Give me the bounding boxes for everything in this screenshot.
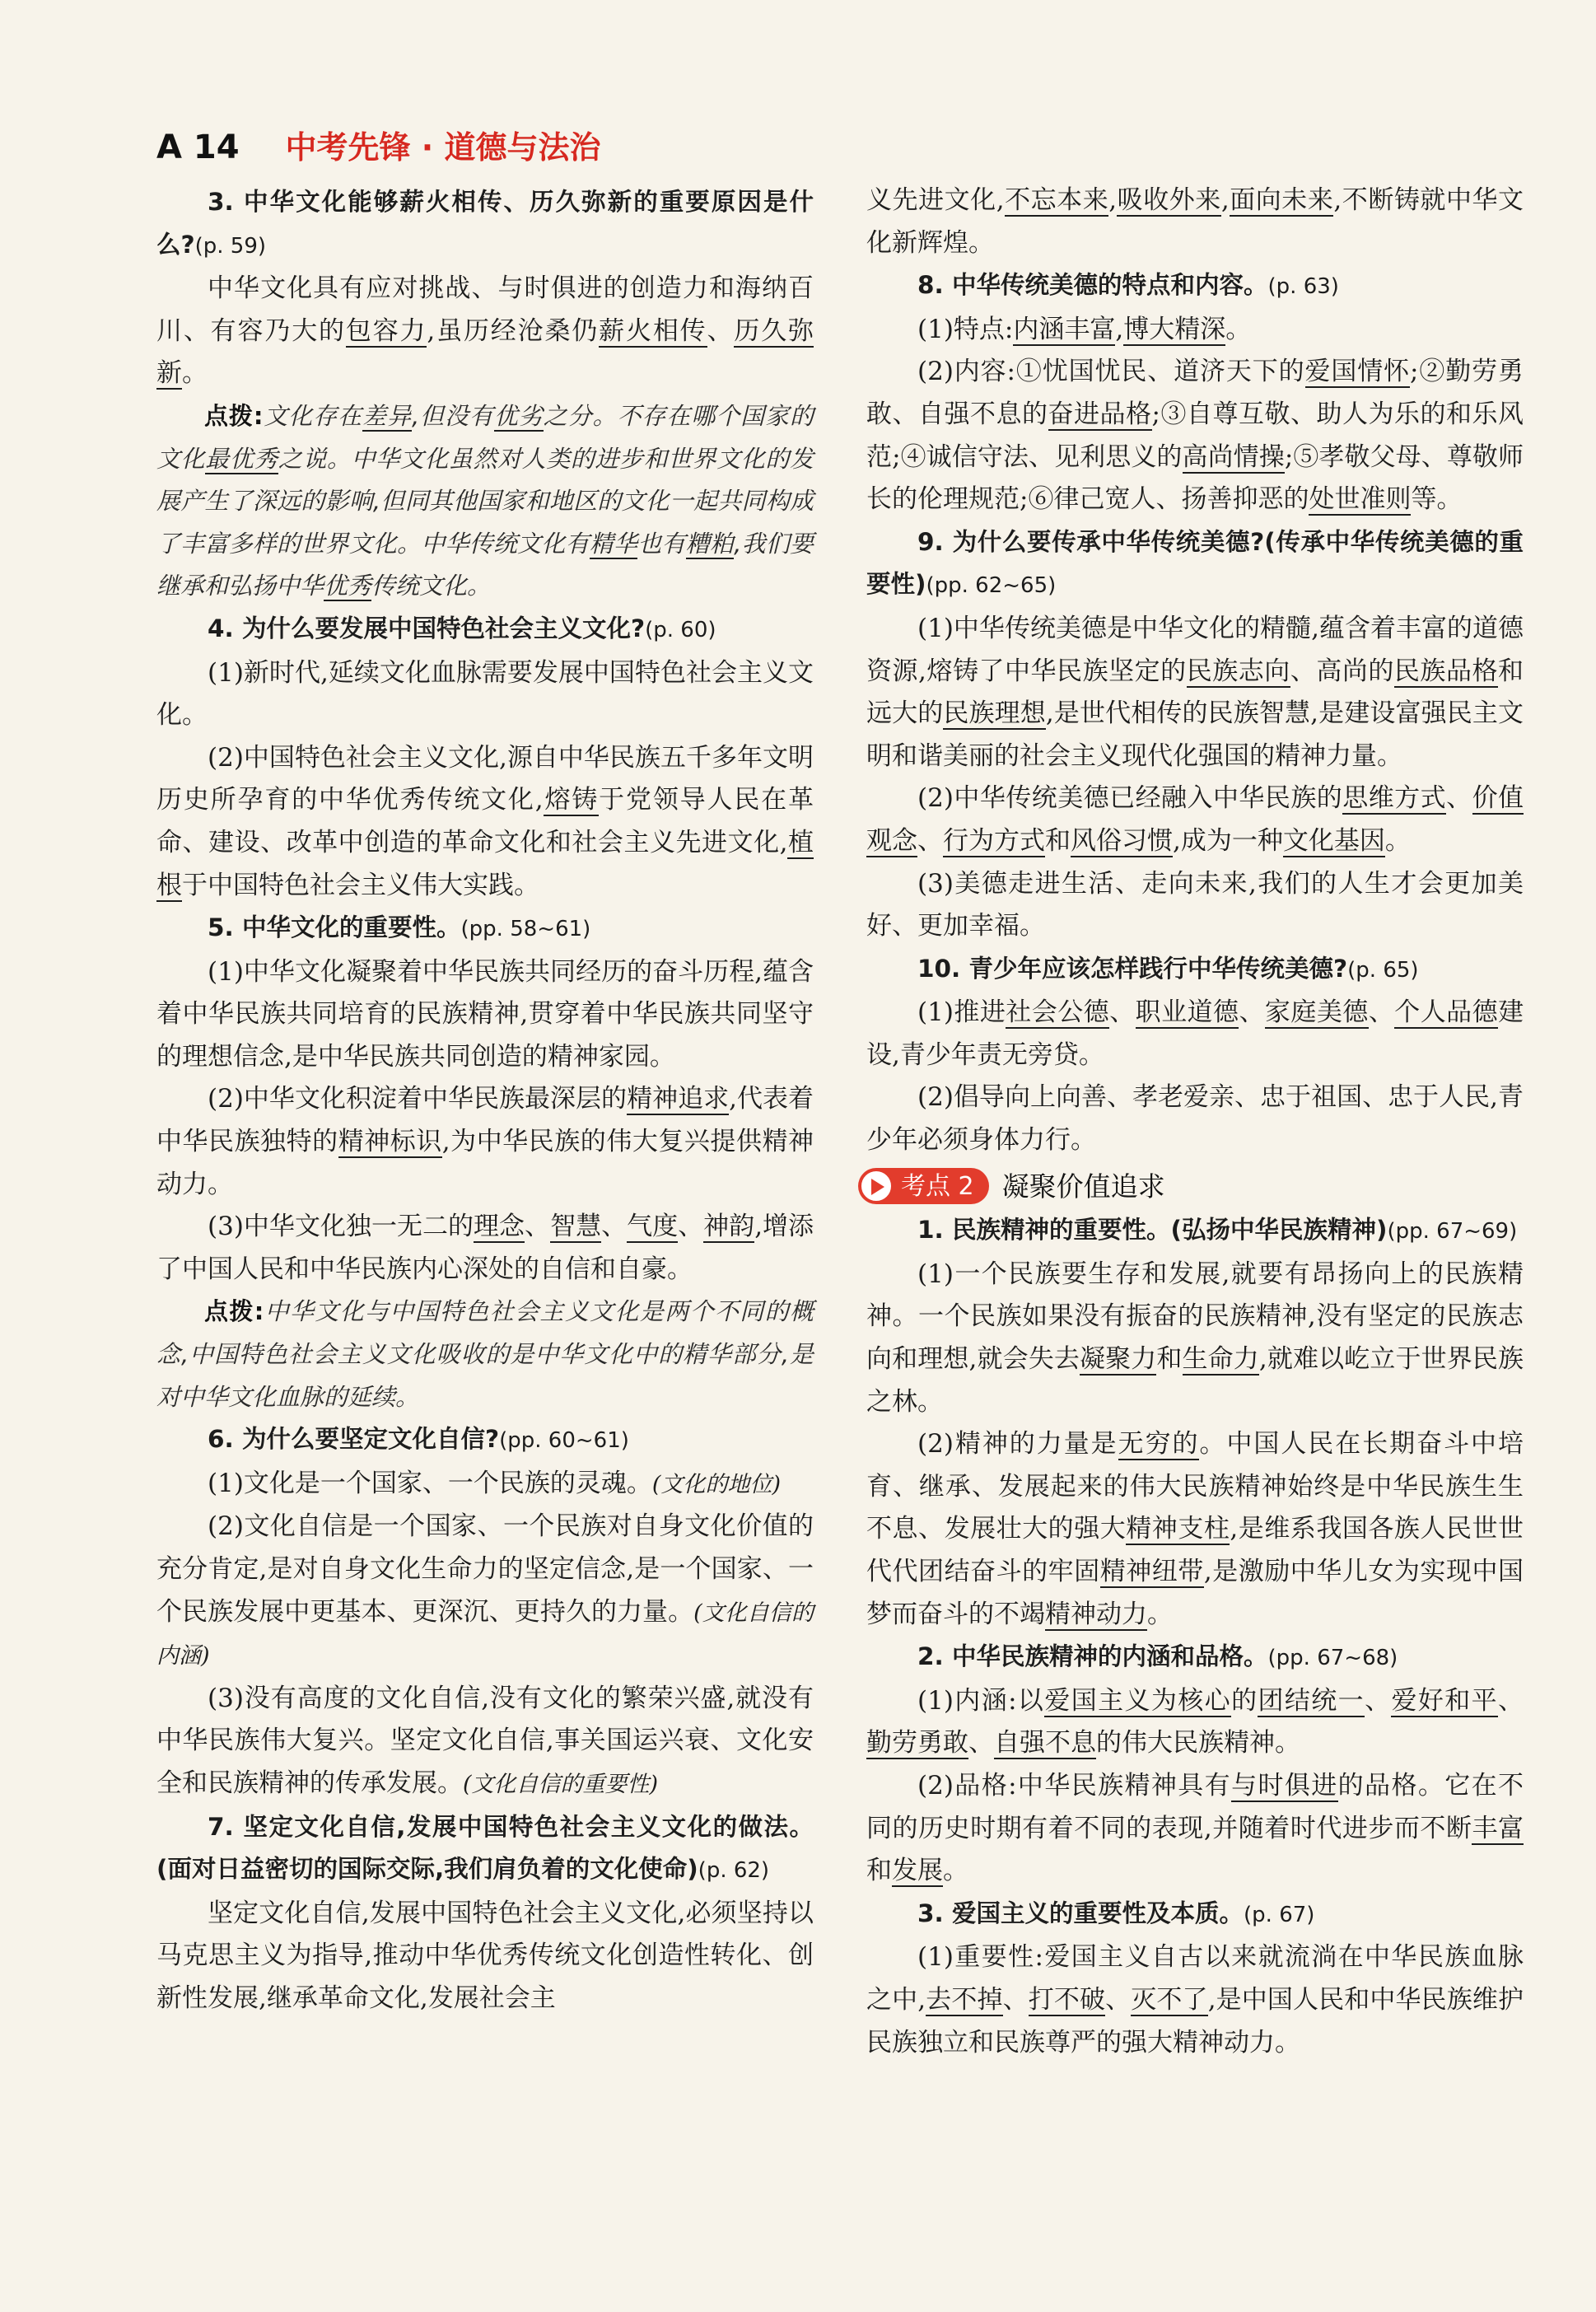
answer-paragraph: (2)精神的力量是无穷的。中国人民在长期奋斗中培育、继承、发展起来的伟大民族精神始终是中华民族生生不息、发展壮大的强大精神支柱,是维系我国各族人民世世代代团结奋斗的牢固精神纽带,是激励中华儿女为实现中国梦而奋斗的不竭精神动力。 bbox=[866, 1429, 1524, 1629]
key-term: 精神动力 bbox=[1045, 1599, 1147, 1629]
hint-label: 点拨: bbox=[204, 401, 264, 430]
question-8 bbox=[866, 264, 1524, 309]
answer-paragraph: (3)美德走进生活、走向未来,我们的人生才会更加美好、更加幸福。 bbox=[866, 868, 1524, 941]
right-column bbox=[866, 180, 1524, 2064]
page-ref: (p. 60) bbox=[645, 617, 716, 642]
page-ref: (p. 62) bbox=[698, 1858, 770, 1884]
key-term: 博大精深 bbox=[1123, 314, 1226, 344]
key-term: 优劣 bbox=[493, 401, 544, 430]
question-title: 10. 青少年应该怎样践行中华传统美德? bbox=[917, 954, 1348, 983]
left-column bbox=[156, 181, 814, 2020]
annotation-note: (文化的地位) bbox=[651, 1471, 781, 1497]
answer-paragraph: (2)中国特色社会主义文化,源自中华民族五千多年文明历史所孕育的中华优秀传统文化,熔铸于党领导人民在革命、建设、改革中创造的革命文化和社会主义先进文化,植根于中国特色社会主义伟大实践。 bbox=[156, 742, 814, 900]
question-title: 4. 为什么要发展中国特色社会主义文化? bbox=[208, 614, 646, 642]
answer-paragraph: (1)中华传统美德是中华文化的精髓,蕴含着丰富的道德资源,熔铸了中华民族坚定的民族志向、高尚的民族品格和远大的民族理想,是世代相传的民族智慧,是建设富强民主文明和谐美丽的社会主义现代化强国的精神力量。 bbox=[866, 613, 1524, 771]
key-term: 个人品德 bbox=[1394, 997, 1499, 1028]
key-term: 吸收外来 bbox=[1117, 185, 1221, 215]
page-ref: (pp. 67~68) bbox=[1267, 1646, 1398, 1671]
question-9 bbox=[866, 521, 1524, 608]
question-title: 5. 中华文化的重要性。 bbox=[208, 913, 461, 942]
key-term: 精神支柱 bbox=[1126, 1514, 1230, 1544]
question-title: 6. 为什么要坚定文化自信? bbox=[208, 1425, 500, 1454]
hint-label: 点拨: bbox=[204, 1297, 264, 1326]
section-title: 凝聚价值追求 bbox=[1001, 1170, 1165, 1203]
page-ref: (pp. 60~61) bbox=[499, 1428, 629, 1454]
answer-paragraph-continued: 义先进文化,不忘本来,吸收外来,面向未来,不断铸就中华文化新辉煌。 bbox=[866, 185, 1524, 258]
key-term: 发展 bbox=[892, 1856, 943, 1886]
key-term: 勤劳勇敢 bbox=[866, 1728, 968, 1759]
page-ref: (p. 59) bbox=[194, 233, 267, 259]
question-title: 8. 中华传统美德的特点和内容。 bbox=[917, 271, 1268, 300]
key-term: 打不破 bbox=[1028, 1984, 1106, 2015]
key-term: 爱国主义为核心 bbox=[1044, 1685, 1232, 1716]
page-number: A 14 bbox=[156, 128, 240, 166]
key-term: 优秀 bbox=[324, 572, 372, 600]
key-term: 凝聚力 bbox=[1080, 1344, 1157, 1375]
answer-paragraph: (2)品格:中华民族精神具有与时俱进的品格。它在不同的历史时期有着不同的表现,并随着时代进步而不断丰富和发展。 bbox=[866, 1770, 1524, 1886]
hint-paragraph: 点拨:中华文化与中国特色社会主义文化是两个不同的概念,中国特色社会主义文化吸收的是中华文化中的精华部分,是对中华文化血脉的延续。 bbox=[156, 1297, 814, 1411]
answer-paragraph: (1)重要性:爱国主义自古以来就流淌在中华民族血脉之中,去不掉、打不破、灭不了,是中国人民和中华民族维护民族独立和民族尊严的强大精神动力。 bbox=[866, 1942, 1524, 2057]
question-title: 7. 坚定文化自信,发展中国特色社会主义文化的做法。(面对日益密切的国际交际,我们肩负着的文化使命) bbox=[156, 1812, 814, 1884]
book-title: 中考先锋 · 道德与法治 bbox=[285, 129, 601, 166]
key-term: 去不掉 bbox=[926, 1984, 1003, 2015]
answer-paragraph: (2)中华传统美德已经融入中华民族的思维方式、价值观念、行为方式和风俗习惯,成为一种文化基因。 bbox=[866, 783, 1524, 856]
key-term: 历久弥新 bbox=[156, 315, 814, 389]
key-term: 精神追求 bbox=[627, 1084, 730, 1114]
key-term: 植根 bbox=[156, 827, 814, 900]
page-ref: (p. 67) bbox=[1244, 1902, 1315, 1927]
kaodian-label: 考点 2 bbox=[901, 1171, 974, 1201]
page-ref: (p. 63) bbox=[1267, 274, 1339, 300]
question-7 bbox=[156, 1806, 814, 1893]
answer-paragraph: (1)内涵:以爱国主义为核心的团结统一、爱好和平、勤劳勇敢、自强不息的伟大民族精神。 bbox=[866, 1685, 1524, 1759]
answer-paragraph: (1)文化是一个国家、一个民族的灵魂。(文化的地位) bbox=[208, 1468, 781, 1498]
kaodian-question-1 bbox=[866, 1209, 1524, 1254]
answer-paragraph: (1)中华文化凝聚着中华民族共同经历的奋斗历程,蕴含着中华民族共同培育的民族精神,贯穿着中华民族共同坚守的理想信念,是中华民族共同创造的精神家园。 bbox=[156, 956, 814, 1072]
answer-paragraph: (1)特点:内涵丰富,博大精深。 bbox=[917, 314, 1252, 344]
kaodian-question-3 bbox=[866, 1893, 1524, 1937]
question-4 bbox=[156, 608, 814, 652]
key-term: 智慧 bbox=[550, 1212, 602, 1242]
question-10 bbox=[866, 948, 1524, 993]
key-term: 丰富 bbox=[1472, 1813, 1524, 1843]
key-term: 爱好和平 bbox=[1391, 1685, 1499, 1716]
key-term: 自强不息 bbox=[994, 1728, 1096, 1759]
question-3 bbox=[156, 181, 814, 268]
answer-paragraph: (3)中华文化独一无二的理念、智慧、气度、神韵,增添了中国人民和中华民族内心深处的自信和自豪。 bbox=[156, 1212, 814, 1284]
hint-paragraph: 点拨:文化存在差异,但没有优劣之分。不存在哪个国家的文化最优秀之说。中华文化虽然对人类的进步和世界文化的发展产生了深远的影响,但同其他国家和地区的文化一起共同构成了丰富多样的世界文化。中华传统文化有精华也有糟粕,我们要继承和弘扬中华优秀传统文化。 bbox=[156, 401, 814, 600]
key-term: 理念 bbox=[474, 1212, 525, 1242]
key-term: 包容力 bbox=[345, 315, 427, 346]
key-term: 最优秀 bbox=[205, 444, 278, 473]
key-term: 神韵 bbox=[703, 1212, 755, 1242]
key-term: 行为方式 bbox=[943, 825, 1045, 856]
answer-paragraph: (1)新时代,延续文化血脉需要发展中国特色社会主义文化。 bbox=[156, 657, 814, 731]
page-ref: (pp. 58~61) bbox=[460, 917, 591, 942]
key-term: 内涵丰富 bbox=[1013, 314, 1116, 344]
key-term: 不忘本来 bbox=[1004, 185, 1109, 215]
annotation-note: (文化自信的重要性) bbox=[463, 1771, 659, 1797]
key-term: 糟粕 bbox=[685, 529, 735, 558]
page-header bbox=[156, 122, 600, 167]
key-term: 与时俱进 bbox=[1231, 1770, 1338, 1801]
key-term: 处世准则 bbox=[1309, 484, 1412, 515]
key-term: 家庭美德 bbox=[1264, 997, 1369, 1028]
kaodian-question-2 bbox=[866, 1636, 1524, 1680]
page-ref: (pp. 67~69) bbox=[1387, 1219, 1518, 1245]
key-term: 文化基因 bbox=[1282, 825, 1385, 856]
key-term: 思维方式 bbox=[1342, 783, 1447, 814]
answer-paragraph: (2)倡导向上向善、孝老爱亲、忠于祖国、忠于人民,青少年必须身体力行。 bbox=[866, 1082, 1524, 1156]
question-title: 1. 民族精神的重要性。(弘扬中华民族精神) bbox=[917, 1216, 1388, 1245]
key-term: 气度 bbox=[627, 1212, 679, 1242]
page-ref: (pp. 62~65) bbox=[926, 573, 1057, 599]
key-term: 灭不了 bbox=[1131, 1984, 1208, 2015]
question-5 bbox=[156, 907, 814, 951]
kaodian-badge bbox=[858, 1168, 989, 1204]
key-term: 价值观念 bbox=[866, 783, 1524, 856]
key-term: 熔铸 bbox=[543, 785, 600, 815]
key-term: 风俗习惯 bbox=[1071, 825, 1173, 856]
key-term: 差异 bbox=[362, 401, 412, 430]
key-term: 社会公德 bbox=[1006, 997, 1110, 1028]
annotation-note: (文化自信的内涵) bbox=[156, 1600, 814, 1670]
question-6 bbox=[156, 1418, 814, 1463]
key-term: 爱国情怀 bbox=[1304, 357, 1411, 387]
key-term: 无穷的 bbox=[1118, 1429, 1200, 1460]
key-term: 精神纽带 bbox=[1099, 1557, 1204, 1586]
key-term: 团结统一 bbox=[1258, 1685, 1365, 1716]
key-term: 薪火相传 bbox=[599, 315, 707, 346]
key-term: 生命力 bbox=[1182, 1344, 1259, 1375]
key-term: 精华 bbox=[589, 529, 638, 558]
answer-paragraph: (3)没有高度的文化自信,没有文化的繁荣兴盛,就没有中华民族伟大复兴。坚定文化自信,事关国运兴衰、文化安全和民族精神的传承发展。(文化自信的重要性) bbox=[156, 1683, 814, 1798]
answer-paragraph: (2)中华文化积淀着中华民族最深层的精神追求,代表着中华民族独特的精神标识,为中华民族的伟大复兴提供精神动力。 bbox=[156, 1084, 814, 1199]
key-term: 民族品格 bbox=[1393, 656, 1499, 686]
key-term: 职业道德 bbox=[1135, 997, 1239, 1028]
key-term: 奋进品格 bbox=[1048, 399, 1152, 429]
answer-paragraph: 坚定文化自信,发展中国特色社会主义文化,必须坚持以马克思主义为指导,推动中华优秀传统文化创造性转化、创新性发展,继承革命文化,发展社会主 bbox=[156, 1898, 814, 2013]
kaodian-section-header bbox=[858, 1165, 1524, 1208]
answer-paragraph: 中华文化具有应对挑战、与时俱进的创造力和海纳百川、有容乃大的包容力,虽历经沧桑仍薪火相传、历久弥新。 bbox=[156, 273, 814, 389]
key-term: 民族理想 bbox=[943, 698, 1046, 729]
answer-paragraph: (1)一个民族要生存和发展,就要有昂扬向上的民族精神。一个民族如果没有振奋的民族精神,没有坚定的民族志向和理想,就会失去凝聚力和生命力,就难以屹立于世界民族之林。 bbox=[866, 1259, 1524, 1417]
question-title: 9. 为什么要传承中华传统美德?(传承中华传统美德的重要性) bbox=[866, 527, 1524, 599]
answer-paragraph: (2)内容:①忧国忧民、道济天下的爱国情怀;②勤劳勇敢、自强不息的奋进品格;③自尊互敬、助人为乐的和乐风范;④诚信守法、见利思义的高尚情操;⑤孝敬父母、尊敬师长的伦理规范;⑥律己宽人、扬善抑恶的处世准则等。 bbox=[866, 357, 1524, 515]
question-title: 2. 中华民族精神的内涵和品格。 bbox=[917, 1642, 1268, 1671]
question-title: 3. 爱国主义的重要性及本质。 bbox=[917, 1899, 1244, 1927]
answer-paragraph: (2)文化自信是一个国家、一个民族对自身文化价值的充分肯定,是对自身文化生命力的坚定信念,是一个国家、一个民族发展中更基本、更深沉、更持久的力量。(文化自信的内涵) bbox=[156, 1511, 814, 1670]
key-term: 精神标识 bbox=[338, 1127, 442, 1157]
play-arrow-icon bbox=[860, 1170, 893, 1203]
key-term: 民族志向 bbox=[1186, 656, 1290, 686]
question-title: 3. 中华文化能够薪火相传、历久弥新的重要原因是什么? bbox=[156, 188, 814, 259]
page-ref: (p. 65) bbox=[1347, 957, 1419, 983]
answer-paragraph: (1)推进社会公德、职业道德、家庭美德、个人品德建设,青少年责无旁贷。 bbox=[866, 997, 1524, 1070]
key-term: 面向未来 bbox=[1229, 185, 1334, 215]
key-term: 高尚情操 bbox=[1182, 441, 1285, 472]
